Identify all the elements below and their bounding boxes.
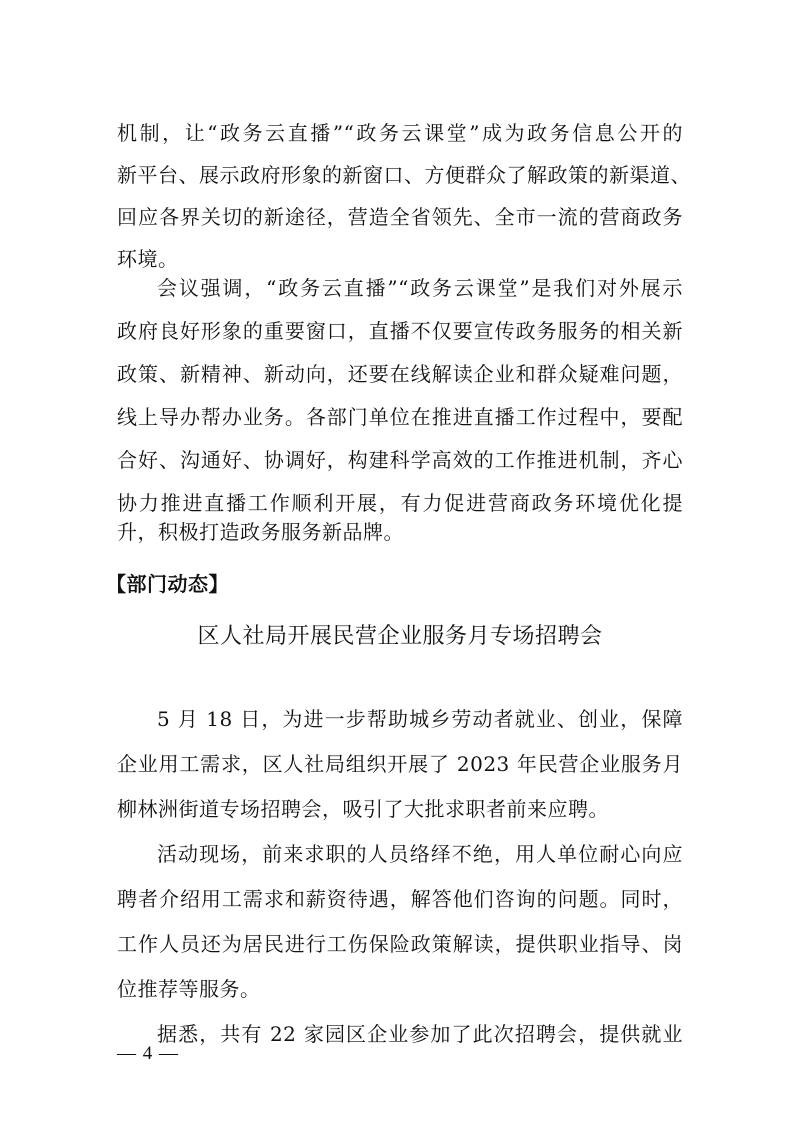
paragraph-4-line-2: 聘者介绍用工需求和薪资待遇，解答他们咨询的问题。同时， bbox=[117, 887, 683, 911]
paragraph-4-line-1: 活动现场，前来求职的人员络绎不绝，用人单位耐心向应 bbox=[157, 842, 683, 866]
paragraph-1-line-3: 回应各界关切的新途径，营造全省领先、全市一流的营商政务 bbox=[117, 205, 683, 229]
page-number: — 4 — bbox=[117, 1043, 179, 1064]
paragraph-1-line-2: 新平台、展示政府形象的新窗口、方便群众了解政策的新渠道、 bbox=[117, 163, 691, 187]
paragraph-4-line-4: 位推荐等服务。 bbox=[117, 977, 261, 1001]
paragraph-2-line-3: 政策、新精神、新动向，还要在线解读企业和群众疑难问题， bbox=[117, 362, 683, 386]
article-title: 区人社局开展民营企业服务月专场招聘会 bbox=[197, 624, 603, 649]
paragraph-1-line-4: 环境。 bbox=[117, 247, 179, 271]
paragraph-1-line-1: 机制，让“政务云直播”“政务云课堂”成为政务信息公开的 bbox=[117, 121, 683, 145]
paragraph-3-line-2: 企业用工需求，区人社局组织开展了 2023 年民营企业服务月 bbox=[117, 752, 683, 776]
paragraph-3-line-3: 柳林洲街道专场招聘会，吸引了大批求职者前来应聘。 bbox=[117, 797, 609, 821]
paragraph-2-line-1: 会议强调，“政务云直播”“政务云课堂”是我们对外展示 bbox=[157, 276, 683, 300]
paragraph-2-line-6: 协力推进直播工作顺利开展，有力促进营商政务环境优化提 bbox=[117, 491, 683, 515]
paragraph-2-line-5: 合好、沟通好、协调好，构建科学高效的工作推进机制，齐心 bbox=[117, 448, 683, 472]
paragraph-5-line-1: 据悉，共有 22 家园区企业参加了此次招聘会，提供就业 bbox=[157, 1022, 683, 1046]
paragraph-2-line-2: 政府良好形象的重要窗口，直播不仅要宣传政务服务的相关新 bbox=[117, 319, 683, 343]
paragraph-4-line-3: 工作人员还为居民进行工伤保险政策解读，提供职业指导、岗 bbox=[117, 932, 683, 956]
paragraph-2-line-7: 升，积极打造政务服务新品牌。 bbox=[117, 520, 404, 544]
section-label: 【部门动态】 bbox=[106, 572, 229, 596]
paragraph-2-line-4: 线上导办帮办业务。各部门单位在推进直播工作过程中，要配 bbox=[117, 405, 683, 429]
paragraph-3-line-1: 5 月 18 日，为进一步帮助城乡劳动者就业、创业，保障 bbox=[157, 707, 683, 731]
